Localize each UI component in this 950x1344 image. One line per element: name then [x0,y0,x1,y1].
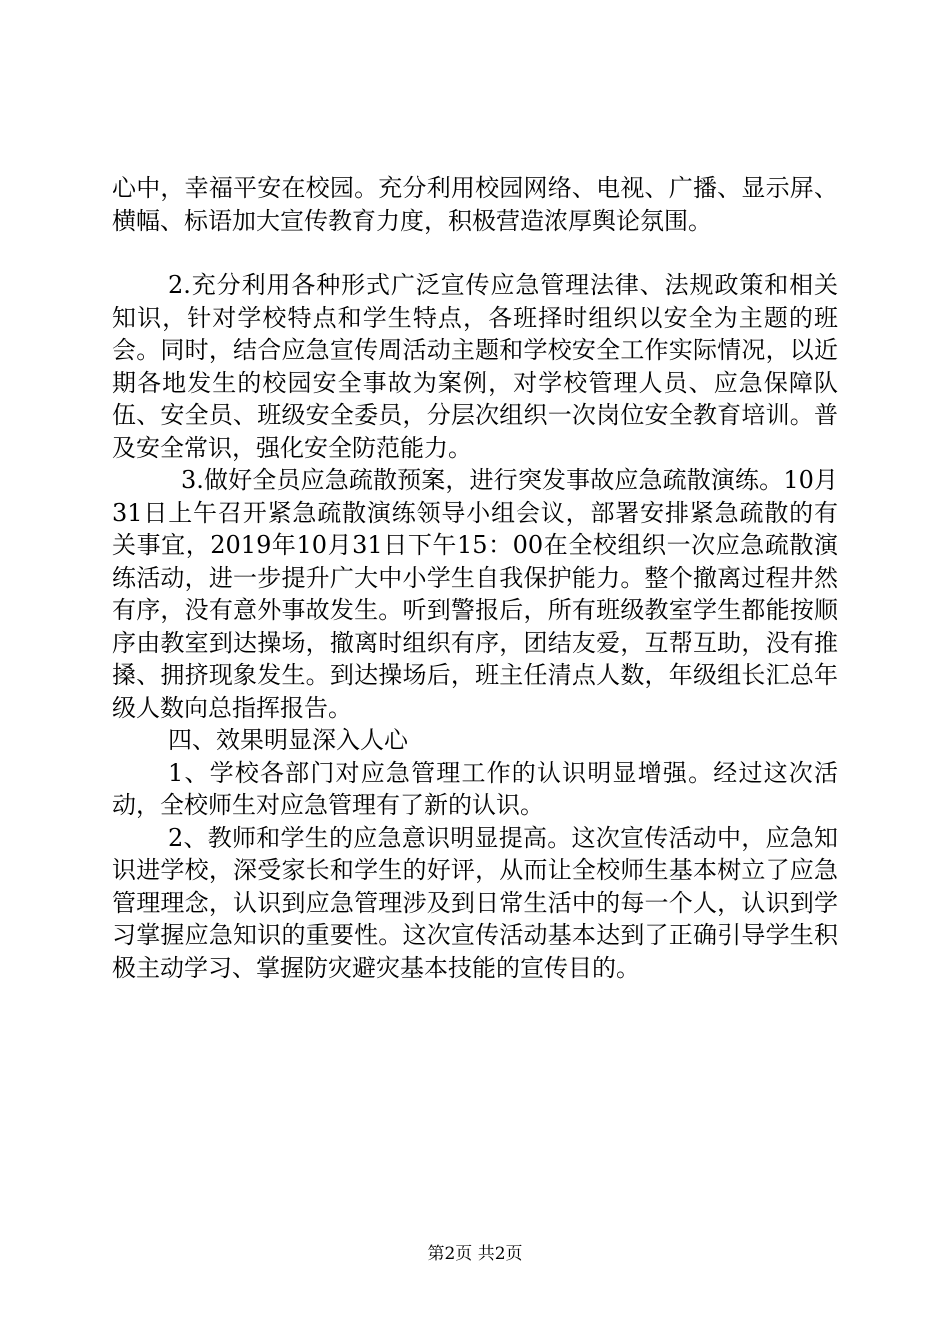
paragraph-item-3: 3.做好全员应急疏散预案，进行突发事故应急疏散演练。10月31日上午召开紧急疏散演练领导小组会议，部署安排紧急疏散的有关事宜，2019年10月31日下午15：00在全校组织一次应急疏散演练活动，进一步提升广大中小学生自我保护能力。整个撤离过程井然有序，没有意外事故发生。听到警报后，所有班级教室学生都能按顺序由教室到达操场，撤离时组织有序，团结友爱，互帮互助，没有推搡、拥挤现象发生。到达操场后，班主任清点人数，年级组长汇总年级人数向总指挥报告。 [112,466,838,722]
paragraph-effect-1: 1、学校各部门对应急管理工作的认识明显增强。经过这次活动，全校师生对应急管理有了新的认识。 [112,758,838,819]
page-number-footer: 第2页 共2页 [427,1244,523,1264]
paragraph-effect-2: 2、教师和学生的应急意识明显提高。这次宣传活动中，应急知识进学校，深受家长和学生的好评，从而让全校师生基本树立了应急管理理念，认识到应急管理涉及到日常生活中的每一个人，认识到学习掌握应急知识的重要性。这次宣传活动基本达到了正确引导学生积极主动学习、掌握防灾避灾基本技能的宣传目的。 [112,823,838,982]
document-body [112,172,838,984]
paragraph-item-2: 2.充分利用各种形式广泛宣传应急管理法律、法规政策和相关知识，针对学校特点和学生特点，各班择时组织以安全为主题的班会。同时，结合应急宣传周活动主题和学校安全工作实际情况，以近期各地发生的校园安全事故为案例，对学校管理人员、应急保障队伍、安全员、班级安全委员，分层次组织一次岗位安全教育培训。普及安全常识，强化安全防范能力。 [112,271,838,462]
section-heading-4: 四、效果明显深入人心 [168,726,408,754]
paragraph-continuation: 心中，幸福平安在校园。充分利用校园网络、电视、广播、显示屏、横幅、标语加大宣传教育力度，积极营造浓厚舆论氛围。 [112,174,838,235]
